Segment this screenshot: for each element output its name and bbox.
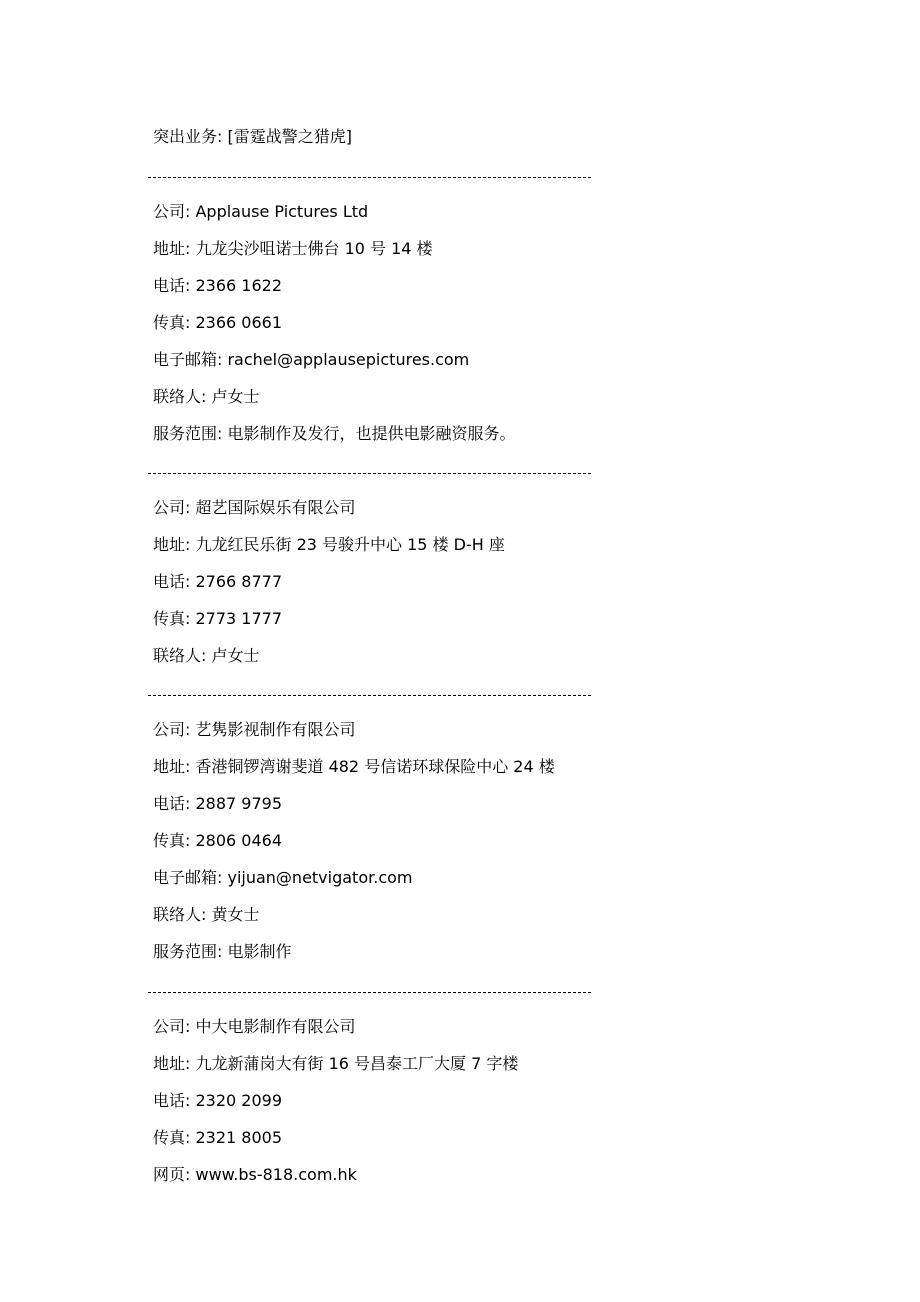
company-address: 地址: 九龙尖沙咀诺士佛台 10 号 14 楼 bbox=[153, 239, 433, 258]
company-phone: 电话: 2366 1622 bbox=[153, 276, 283, 295]
section-divider bbox=[148, 473, 591, 474]
company-services: 服务范围: 电影制作 bbox=[153, 942, 292, 961]
section-divider bbox=[148, 992, 591, 993]
company-email: 电子邮箱: rachel@applausepictures.com bbox=[153, 350, 470, 369]
company-address: 地址: 九龙红民乐街 23 号骏升中心 15 楼 D-H 座 bbox=[153, 535, 505, 554]
section-divider bbox=[148, 695, 591, 696]
company-fax: 传真: 2773 1777 bbox=[153, 609, 283, 628]
company-email: 电子邮箱: yijuan@netvigator.com bbox=[153, 868, 413, 887]
company-website: 网页: www.bs-818.com.hk bbox=[153, 1165, 357, 1184]
company-contact: 联络人: 卢女士 bbox=[153, 387, 260, 406]
company-name: 公司: 中大电影制作有限公司 bbox=[153, 1017, 356, 1036]
company-phone: 电话: 2320 2099 bbox=[153, 1091, 283, 1110]
company-fax: 传真: 2321 8005 bbox=[153, 1128, 283, 1147]
company-fax: 传真: 2806 0464 bbox=[153, 831, 283, 850]
company-address: 地址: 香港铜锣湾谢斐道 482 号信诺环球保险中心 24 楼 bbox=[153, 757, 555, 776]
company-contact: 联络人: 黄女士 bbox=[153, 905, 260, 924]
company-name: 公司: Applause Pictures Ltd bbox=[153, 202, 369, 221]
company-name: 公司: 艺隽影视制作有限公司 bbox=[153, 720, 356, 739]
company-phone: 电话: 2766 8777 bbox=[153, 572, 283, 591]
company-address: 地址: 九龙新蒲岗大有街 16 号昌泰工厂大厦 7 字楼 bbox=[153, 1054, 519, 1073]
company-name: 公司: 超艺国际娱乐有限公司 bbox=[153, 498, 356, 517]
company-contact: 联络人: 卢女士 bbox=[153, 646, 260, 665]
company-phone: 电话: 2887 9795 bbox=[153, 794, 283, 813]
company-fax: 传真: 2366 0661 bbox=[153, 313, 283, 332]
section-divider bbox=[148, 177, 591, 178]
business-highlight: 突出业务: [雷霆战警之猎虎] bbox=[153, 127, 352, 146]
company-services: 服务范围: 电影制作及发行，也提供电影融资服务。 bbox=[153, 424, 516, 443]
